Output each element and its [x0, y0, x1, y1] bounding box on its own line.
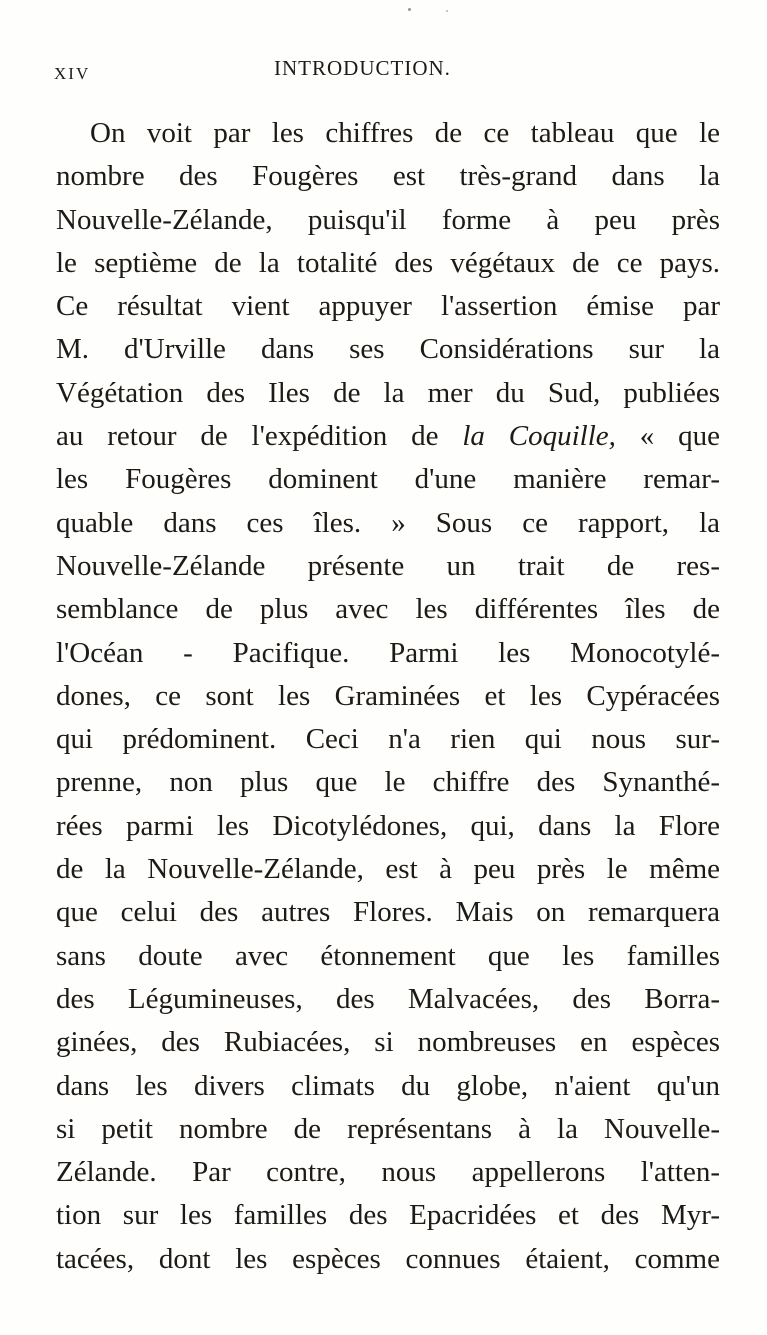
- text-line: qui prédominent. Ceci n'a rien qui nous sur-: [56, 723, 720, 756]
- text-line: Nouvelle-Zélande présente un trait de res-: [56, 549, 720, 582]
- text-line: Nouvelle-Zélande, puisqu'il forme à peu près: [56, 203, 720, 236]
- text-line: dans les divers climats du globe, n'aient qu'un: [56, 1069, 720, 1102]
- text-line: tion sur les familles des Epacridées et des Myr-: [56, 1199, 720, 1232]
- text-line: M. d'Urville dans ses Considérations sur la: [56, 333, 720, 366]
- text-line: nombre des Fougères est très-grand dans la: [56, 160, 720, 193]
- text-line: semblance de plus avec les différentes îles de: [56, 593, 720, 626]
- text-line: si petit nombre de représentans à la Nouvelle-: [56, 1112, 720, 1145]
- text-segment: « que: [615, 420, 720, 453]
- text-line: Végétation des Iles de la mer du Sud, publiées: [56, 376, 720, 409]
- paper-speck: [446, 10, 448, 12]
- text-line: le septième de la totalité des végétaux de ce pays.: [56, 246, 720, 279]
- text-line-with-italic: [56, 415, 720, 458]
- text-segment: au retour de l'expédition de: [56, 420, 463, 453]
- text-line: Ce résultat vient appuyer l'assertion émise par: [56, 290, 720, 323]
- text-line: de la Nouvelle-Zélande, est à peu près le même: [56, 853, 720, 886]
- text-line: l'Océan - Pacifique. Parmi les Monocotylé-: [56, 636, 720, 669]
- text-line: ginées, des Rubiacées, si nombreuses en espèces: [56, 1026, 720, 1059]
- text-line: Zélande. Par contre, nous appellerons l'atten-: [56, 1156, 720, 1189]
- text-line: les Fougères dominent d'une manière remar-: [56, 463, 720, 496]
- text-line: dones, ce sont les Graminées et les Cypéracées: [56, 679, 720, 712]
- text-line: prenne, non plus que le chiffre des Synanthé-: [56, 766, 720, 799]
- body-text: [56, 112, 720, 1281]
- text-line: rées parmi les Dicotylédones, qui, dans la Flore: [56, 809, 720, 842]
- text-line: quable dans ces îles. » Sous ce rapport, la: [56, 506, 720, 539]
- running-header: [54, 56, 724, 86]
- text-line: que celui des autres Flores. Mais on remarquera: [56, 896, 720, 929]
- page-number: XIV: [54, 64, 91, 83]
- text-line: sans doute avec étonnement que les familles: [56, 939, 720, 972]
- text-line: des Légumineuses, des Malvacées, des Borra-: [56, 982, 720, 1015]
- paper-speck: [408, 8, 411, 11]
- text-line: On voit par les chiffres de ce tableau que le: [90, 117, 720, 149]
- ship-name-italic: la Coquille,: [462, 420, 616, 453]
- chapter-title: INTRODUCTION.: [274, 56, 451, 80]
- text-line: tacées, dont les espèces connues étaient, comme: [56, 1242, 720, 1275]
